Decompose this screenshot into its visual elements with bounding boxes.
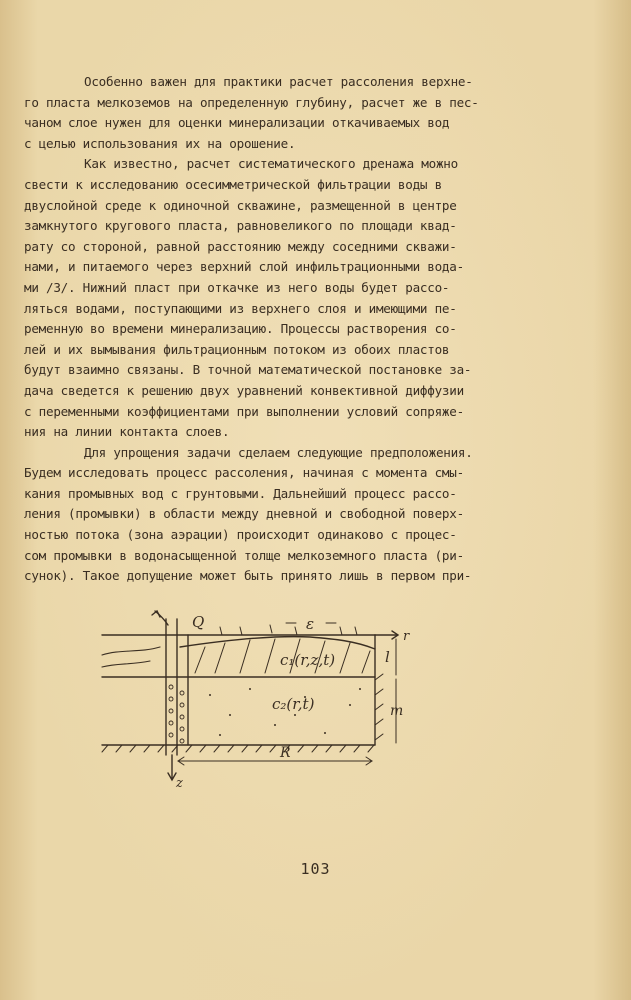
text-line: го пласта мелкоземов на определенную глубину, расчет же в пес- [24,94,479,110]
right-boundary-hatching [375,674,383,740]
label-q: Q [192,613,205,631]
text-line: Для упрощения задачи сделаем следующие предположения. [84,444,473,460]
text-line: нами, и питаемого через верхний слой инфильтрационными вода- [24,259,464,275]
label-m: m [390,703,404,719]
text-line: ностью потока (зона аэрации) происходит одинаково с процес- [24,527,457,543]
text-line: свести к исследованию осесимметрической фильтрации воды в [24,176,442,192]
left-boundary-curve [102,647,160,655]
free-surface-curve [180,637,375,649]
label-epsilon: ε [306,615,315,633]
text-line: сом промывки в водонасыщенной толще мелкоземного пласта (ри- [24,547,464,563]
text-line: ляться водами, поступающими из верхнего слоя и имеющими пе- [24,300,457,316]
label-l: l [385,648,390,666]
q-arrow-line [155,611,168,625]
label-c2: c₂(r,t) [272,695,315,713]
body-text [24,72,604,587]
text-line: ления (промывки) в области между дневной и свободной поверх- [24,506,464,522]
label-big-r: R [280,745,291,761]
two-layer-aquifer-figure [100,605,430,795]
text-line: чаном слое нужен для оценки минерализации откачиваемых вод [24,115,450,131]
text-line: Будем исследовать процесс рассоления, начиная с момента смы- [24,465,464,481]
page-number: 103 [300,860,331,878]
q-arrowhead [152,611,160,617]
text-line: кания промывных вод с грунтовыми. Дальнейший процесс рассо- [24,485,457,501]
figure-drawing [100,605,430,795]
bottom-hatching [102,745,374,752]
text-line: замкнутого кругового пласта, равновеликого по площади квад- [24,218,457,234]
text-line: Как известно, расчет систематического дренажа можно [84,156,458,172]
text-line: ременную во времени минерализацию. Процессы растворения со- [24,321,457,337]
text-line: ния на линии контакта слоев. [24,424,230,440]
label-z: z [176,776,183,791]
infiltration-ticks [220,625,357,635]
text-line: будут взаимно связаны. В точной математической постановке за- [24,362,472,378]
text-line: рату со стороной, равной расстоянию между соседними скважи- [24,238,457,254]
text-line: с переменными коэффициентами при выполнении условий сопряже- [24,403,464,419]
text-line: с целью использования их на орошение. [24,135,296,151]
text-line: дача сведется к решению двух уравнений конвективной диффузии [24,382,464,398]
label-c1: c₁(r,z,t) [280,651,336,669]
text-line: сунок). Такое допущение может быть принято лишь в первом при- [24,568,472,584]
text-line: ми /3/. Нижний пласт при откачке из него воды будет рассо- [24,279,450,295]
text-line: Особенно важен для практики расчет рассоления верхне- [84,74,473,89]
text-line: лей и их вымывания фильтрационным потоком из обоих пластов [24,341,450,357]
text-line: двуслойной среде к одиночной скважине, размещенной в центре [24,197,457,213]
label-r: r [403,629,410,644]
left-boundary-curve-2 [102,661,150,667]
